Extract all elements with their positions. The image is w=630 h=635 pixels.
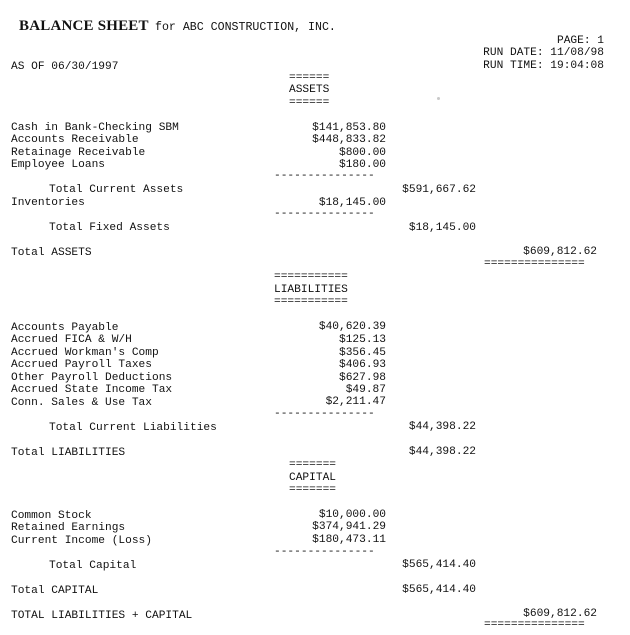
capital-amount: $180,473.11 [312,534,386,546]
liability-label: Accrued FICA & W/H [11,334,132,346]
total-current-assets-amount: $591,667.62 [402,184,476,196]
assets-rule-bottom: ====== [289,97,330,109]
double-rule: =============== [484,619,585,631]
total-liabilities-label: Total LIABILITIES [11,447,126,459]
liability-amount: $356.45 [339,347,386,359]
liability-amount: $40,620.39 [318,321,386,333]
subtotal-rule: --------------- [274,208,375,220]
capital-rule-bottom: ======= [289,484,336,496]
run-time: RUN TIME: 19:04:08 [483,60,604,72]
liability-amount: $125.13 [339,334,386,346]
total-assets-amount: $609,812.62 [523,246,597,258]
assets-rule-top: ====== [289,72,330,84]
total-capital-label: Total CAPITAL [11,585,99,597]
grand-total-amount: $609,812.62 [523,608,597,620]
liabilities-rule-top: =========== [274,271,348,283]
asset-label: Cash in Bank-Checking SBM [11,122,179,134]
liability-label: Other Payroll Deductions [11,372,173,384]
asset-amount: $180.00 [339,159,386,171]
as-of-date: AS OF 06/30/1997 [11,61,119,73]
company-name: for ABC CONSTRUCTION, INC. [155,21,336,34]
liability-amount: $406.93 [339,359,386,371]
liability-label: Accrued Workman's Comp [11,347,159,359]
subtotal-rule: --------------- [274,170,375,182]
liabilities-rule-bottom: =========== [274,296,348,308]
asset-label: Employee Loans [11,159,105,171]
total-capital-sub-label: Total Capital [49,560,137,572]
scan-speck [437,97,440,100]
capital-label: Retained Earnings [11,522,126,534]
subtotal-rule: --------------- [274,408,375,420]
inventories-label: Inventories [11,197,85,209]
liability-label: Accrued Payroll Taxes [11,359,152,371]
asset-amount: $141,853.80 [312,122,386,134]
grand-total-label: TOTAL LIABILITIES + CAPITAL [11,610,193,622]
liability-label: Conn. Sales & Use Tax [11,397,152,409]
capital-heading: CAPITAL [289,472,336,484]
total-liabilities-amount: $44,398.22 [408,446,476,458]
total-capital-amount: $565,414.40 [402,584,476,596]
capital-rule-top: ======= [289,459,336,471]
total-assets-label: Total ASSETS [11,247,92,259]
total-current-liabilities-label: Total Current Liabilities [49,422,217,434]
inventories-amount: $18,145.00 [318,197,386,209]
liability-label: Accrued State Income Tax [11,384,173,396]
total-current-liabilities-amount: $44,398.22 [408,421,476,433]
asset-label: Accounts Receivable [11,134,139,146]
double-rule: =============== [484,258,585,270]
liability-amount: $49.87 [345,384,386,396]
run-date: RUN DATE: 11/08/98 [483,47,604,59]
liabilities-heading: LIABILITIES [274,284,348,296]
total-current-assets-label: Total Current Assets [49,184,184,196]
asset-label: Retainage Receivable [11,147,146,159]
subtotal-rule: --------------- [274,546,375,558]
liability-amount: $627.98 [339,372,386,384]
capital-amount: $10,000.00 [318,509,386,521]
asset-amount: $448,833.82 [312,134,386,146]
capital-amount: $374,941.29 [312,521,386,533]
liability-amount: $2,211.47 [325,396,386,408]
capital-label: Current Income (Loss) [11,535,152,547]
asset-amount: $800.00 [339,147,386,159]
report-title: BALANCE SHEET [19,18,149,34]
page-number: PAGE: 1 [557,35,604,47]
total-fixed-assets-label: Total Fixed Assets [49,222,170,234]
total-capital-sub-amount: $565,414.40 [402,559,476,571]
liability-label: Accounts Payable [11,322,119,334]
capital-label: Common Stock [11,510,92,522]
total-fixed-assets-amount: $18,145.00 [408,222,476,234]
assets-heading: ASSETS [289,84,330,96]
